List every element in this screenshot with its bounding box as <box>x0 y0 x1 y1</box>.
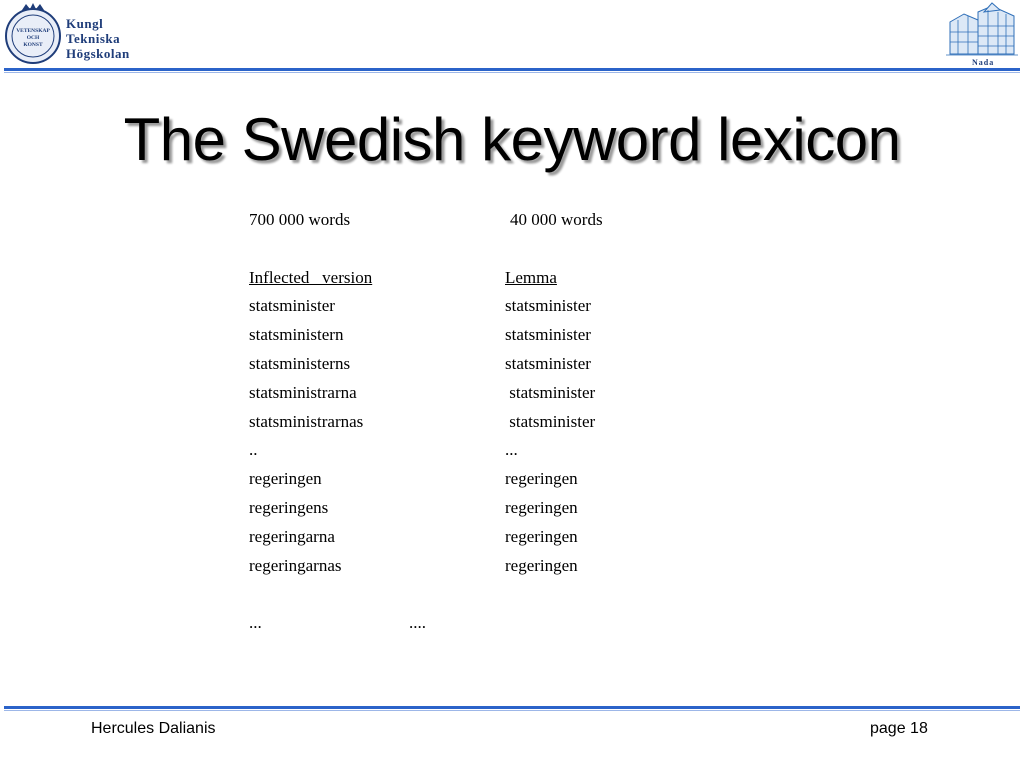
inflected-header: Inflected version <box>249 267 373 287</box>
lemma-cell: regeringen <box>505 497 578 517</box>
lemma-cell: regeringen <box>505 469 578 489</box>
footer-divider <box>4 706 1020 709</box>
kth-seal-icon <box>4 2 64 66</box>
seal-text-2: OCH <box>26 35 40 41</box>
footer-divider-thin <box>4 710 1020 711</box>
seal-text-3: KONST <box>23 42 43 48</box>
header-divider <box>4 68 1020 71</box>
kth-logo <box>4 2 154 66</box>
lemma-cell: regeringen <box>505 526 578 546</box>
nada-label: Nada <box>972 58 995 67</box>
lemma-cell: statsminister <box>505 325 591 345</box>
kth-name-line-1: Kungl <box>66 16 104 31</box>
lemma-cell: statsminister <box>505 382 596 402</box>
inflected-cell: regeringens <box>249 497 329 517</box>
kth-name-line-3: Högskolan <box>66 46 130 61</box>
inflected-cell: regeringarnas <box>249 555 342 575</box>
inflected-count: 700 000 words <box>249 210 351 229</box>
lemma-cell: regeringen <box>505 555 578 575</box>
inflected-cell: statsministern <box>249 325 344 345</box>
lemma-cell: ... <box>505 440 518 460</box>
inflected-cell: regeringen <box>249 469 322 489</box>
kth-name-line-2: Tekniska <box>66 31 121 46</box>
trailer-right: .... <box>409 613 426 633</box>
lemma-header: Lemma <box>505 267 557 287</box>
lemma-cell: statsminister <box>505 353 591 373</box>
slide-title: The Swedish keyword lexicon <box>123 106 901 173</box>
lemma-cell: statsminister <box>505 296 591 316</box>
inflected-cell: statsministrarnas <box>249 411 364 431</box>
footer-author: Hercules Dalianis <box>91 720 216 737</box>
header-divider-thin <box>4 72 1020 73</box>
lemma-cell: statsminister <box>505 411 596 431</box>
kth-name <box>66 16 130 61</box>
seal-text-1: VETENSKAP <box>16 28 50 34</box>
inflected-cell: statsministerns <box>249 353 351 373</box>
inflected-cell: statsminister <box>249 296 335 316</box>
lemma-count: 40 000 words <box>510 210 603 229</box>
inflected-cell: statsministrarna <box>249 382 357 402</box>
inflected-cell: .. <box>249 440 258 460</box>
footer-page-number: page 18 <box>870 720 928 737</box>
inflected-cell: regeringarna <box>249 526 335 546</box>
trailer-left: ... <box>249 613 262 633</box>
